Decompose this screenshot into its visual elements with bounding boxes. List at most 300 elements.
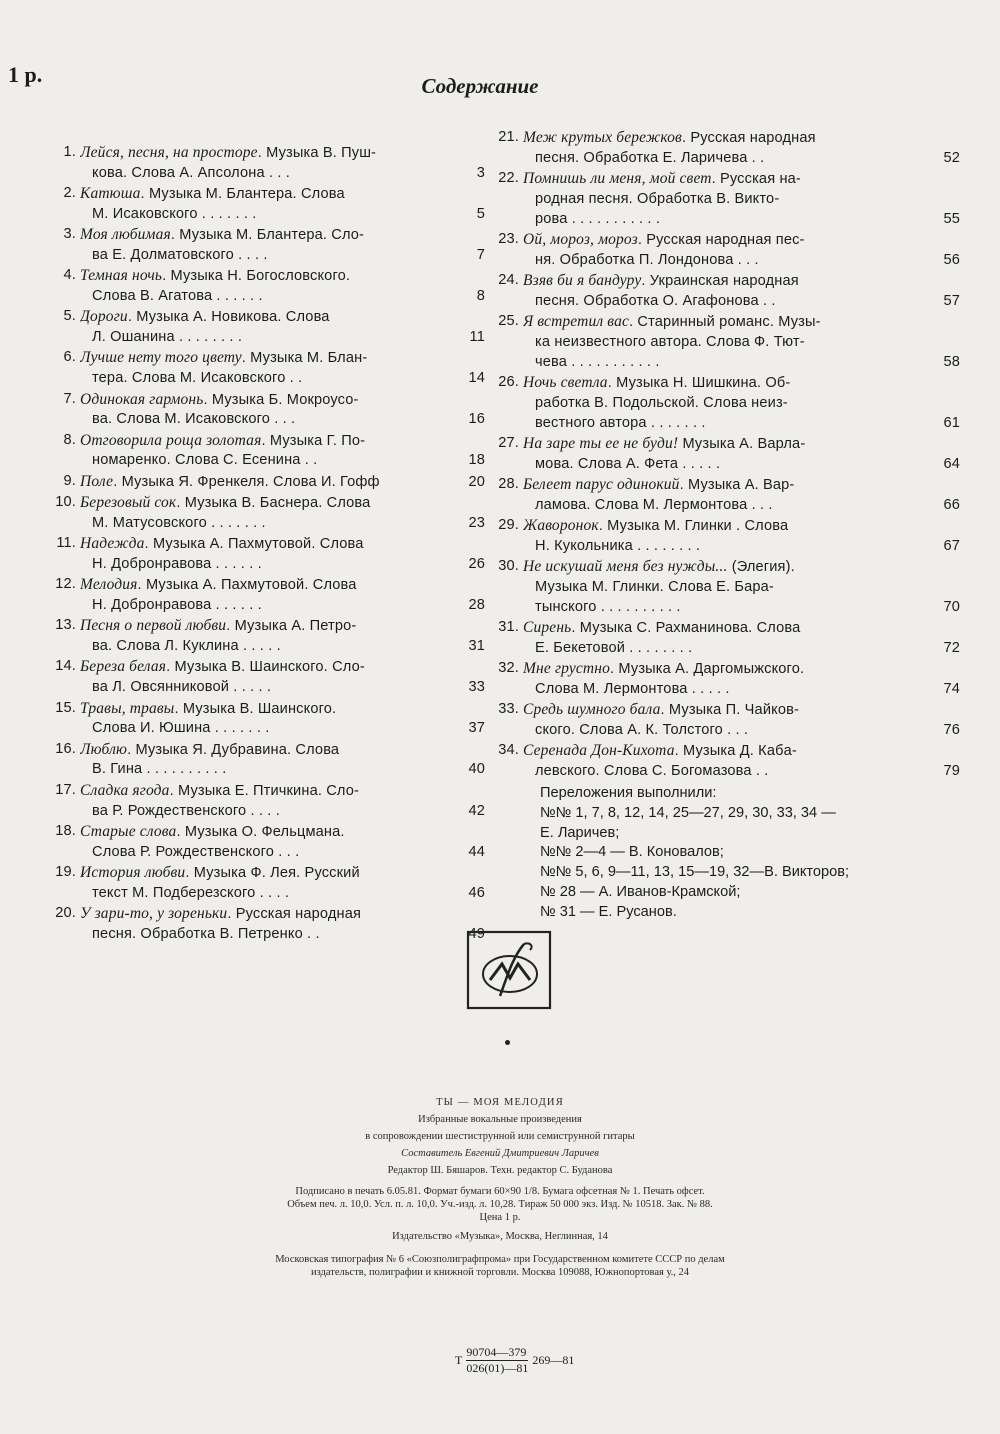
contents-entry xyxy=(488,230,960,271)
entry-number: 11. xyxy=(56,535,76,552)
entry-line xyxy=(80,328,433,348)
entry-text xyxy=(80,307,433,348)
contents-left-column xyxy=(30,143,485,945)
entry-credits: кова. Слова А. Апсолона . . . xyxy=(92,164,290,181)
entry-text xyxy=(523,516,908,557)
entry-text xyxy=(80,472,433,493)
entry-credits: . Музыка С. Рахманинова. Слова xyxy=(571,620,801,637)
entry-page-number: 40 xyxy=(468,761,485,778)
entry-page-number: 52 xyxy=(943,149,960,166)
entry-number: 19. xyxy=(55,863,76,880)
entry-credits: номаренко. Слова С. Есенина . . xyxy=(92,452,318,469)
print-info-1: Подписано в печать 6.05.81. Формат бумаги 60×90 1/8. Бумага офсетная № 1. Печать офсет. xyxy=(295,1186,705,1197)
entry-credits: песня. Обработка В. Петренко . . xyxy=(92,925,320,942)
entry-page-number: 23 xyxy=(468,514,485,531)
entry-number: 21. xyxy=(498,129,519,145)
entry-credits: (Элегия). xyxy=(727,559,795,576)
entry-number: 22. xyxy=(498,170,519,187)
entry-line xyxy=(80,431,433,452)
song-title: Мелодия xyxy=(80,576,138,594)
entry-credits: В. Гина . . . . . . . . . . xyxy=(92,761,227,778)
entry-credits: текст М. Подберезского . . . . xyxy=(92,884,290,901)
entry-line xyxy=(80,781,433,802)
entry-line xyxy=(80,348,433,369)
catalog-code xyxy=(455,1345,574,1376)
entry-page-number: 72 xyxy=(943,639,960,656)
entry-line xyxy=(523,292,908,312)
contents-entry xyxy=(30,307,485,348)
printer-line-1: Московская типография № 6 «Союзполиграфпрома» при Государственном комитете СССР по делам xyxy=(275,1254,725,1265)
entry-number: 1. xyxy=(63,144,76,160)
contents-entry xyxy=(488,618,960,659)
entry-page-number: 67 xyxy=(943,537,960,554)
entry-text xyxy=(523,741,908,782)
code-fraction xyxy=(466,1345,528,1376)
entry-credits: . Музыка Е. Птичкина. Сло- xyxy=(169,782,360,799)
editors-line: Редактор Ш. Бяшаров. Техн. редактор С. Буданова xyxy=(387,1165,613,1176)
entry-credits: . Музыка А. Петро- xyxy=(226,618,357,635)
song-title: Старые слова xyxy=(80,822,177,840)
entry-line xyxy=(80,843,433,863)
contents-entry xyxy=(30,493,485,534)
entry-credits: Слова В. Агатова . . . . . . xyxy=(92,288,263,305)
entry-credits: . Музыка М. Глинки . Слова xyxy=(598,518,789,535)
entry-credits: . Музыка М. Блантера. Сло- xyxy=(170,227,365,244)
entry-number: 28. xyxy=(498,476,519,493)
entry-page-number: 5 xyxy=(476,205,485,222)
entry-page-number: 55 xyxy=(943,210,960,227)
entry-page-number: 28 xyxy=(468,597,485,614)
entry-text xyxy=(80,740,433,781)
printer-line-2: издательств, полиграфии и книжной торговли. Москва 109088, Южнопортовая у., 24 xyxy=(310,1267,690,1278)
entry-credits: . Музыка А. Вар- xyxy=(679,477,795,494)
entry-text xyxy=(80,348,433,389)
entry-credits: . Украинская народная xyxy=(641,273,799,290)
entry-number: 23. xyxy=(498,230,519,247)
entry-line xyxy=(523,394,908,414)
entry-credits: ва. Слова М. Исаковского . . . xyxy=(92,411,296,428)
song-title: Помнишь ли меня, мой свет xyxy=(523,170,712,188)
entry-line xyxy=(80,863,433,884)
arranger-line: Е. Ларичев; xyxy=(540,824,620,841)
entry-number: 9. xyxy=(63,472,76,489)
entry-credits: Музыка А. Варла- xyxy=(678,435,806,452)
colophon xyxy=(0,1097,1000,1284)
entry-text xyxy=(523,618,908,659)
entry-line xyxy=(523,475,908,496)
song-title: Моя любимая xyxy=(80,226,171,244)
entry-number: 15. xyxy=(55,699,76,716)
entry-text xyxy=(80,143,433,184)
entry-line xyxy=(523,312,908,333)
entry-number: 10. xyxy=(55,494,76,511)
entry-number: 2. xyxy=(63,185,76,202)
entry-page-number: 33 xyxy=(468,679,485,696)
entry-line xyxy=(80,390,433,411)
entry-line xyxy=(80,740,433,761)
entry-line xyxy=(523,128,908,149)
entry-line xyxy=(523,557,908,578)
code-denominator: 026(01)—81 xyxy=(466,1361,529,1375)
contents-entry xyxy=(30,657,485,698)
entry-line xyxy=(80,555,433,575)
entry-credits: . Музыка В. Шаинского. xyxy=(174,700,337,717)
entry-line xyxy=(523,762,908,782)
song-title: Катюша xyxy=(80,185,141,203)
entry-line xyxy=(523,680,908,700)
entry-text xyxy=(80,904,433,945)
accompaniment-note: в сопровождении шестиструнной или семиструнной гитары xyxy=(365,1131,635,1142)
contents-entry xyxy=(30,390,485,431)
song-title: Береза белая xyxy=(80,658,167,676)
contents-entry xyxy=(488,434,960,475)
entry-line xyxy=(80,884,433,904)
entry-number: 32. xyxy=(498,660,519,677)
entry-line xyxy=(80,575,433,596)
entry-credits: родная песня. Обработка В. Викто- xyxy=(535,190,780,207)
entry-text xyxy=(523,557,908,617)
entry-page-number: 61 xyxy=(943,414,960,431)
entry-line xyxy=(523,169,908,190)
entry-credits: Слова И. Юшина . . . . . . . xyxy=(92,720,270,737)
song-title: Жаворонок xyxy=(523,517,599,535)
entry-credits: мова. Слова А. Фета . . . . . xyxy=(535,455,721,472)
entry-line xyxy=(80,616,433,637)
compiler-line: Составитель Евгений Дмитриевич Ларичев xyxy=(401,1148,599,1159)
entry-number: 34. xyxy=(498,742,519,759)
entry-text xyxy=(523,169,908,229)
entry-page-number: 31 xyxy=(468,638,485,655)
contents-entry xyxy=(488,169,960,229)
entry-text xyxy=(523,128,908,169)
song-title: Отговорила роща золотая xyxy=(80,431,262,449)
entry-text xyxy=(80,616,433,657)
entry-number: 24. xyxy=(498,272,519,289)
entry-line xyxy=(80,143,433,164)
arranger-line: № 31 — Е. Русанов. xyxy=(540,903,677,920)
entry-number: 4. xyxy=(63,267,76,284)
contents-entry xyxy=(30,266,485,307)
entry-page-number: 79 xyxy=(943,763,960,780)
entry-line xyxy=(80,699,433,720)
entry-credits: М. Матусовского . . . . . . . xyxy=(92,514,266,531)
entry-number: 7. xyxy=(63,390,76,407)
entry-credits: ва Р. Рождественского . . . . xyxy=(92,802,280,819)
entry-line xyxy=(523,373,908,394)
entry-credits: Н. Добронравова . . . . . . xyxy=(92,597,262,614)
song-title: Одинокая гармонь xyxy=(80,390,204,408)
song-title: Взяв би я бандуру xyxy=(523,272,642,290)
arranger-line: №№ 2—4 — В. Коновалов; xyxy=(540,844,724,861)
contents-entry xyxy=(30,616,485,657)
song-title: Мне грустно xyxy=(523,660,610,678)
entry-number: 18. xyxy=(55,822,76,839)
song-title: Сирень xyxy=(523,619,572,637)
song-title: Меж крутых бережков xyxy=(523,129,682,146)
contents-right-column xyxy=(488,128,960,923)
entry-line xyxy=(523,434,908,455)
entry-credits: Н. Кукольника . . . . . . . . xyxy=(535,537,701,554)
entry-line xyxy=(80,657,433,678)
entry-credits: . Музыка В. Пуш- xyxy=(257,145,377,161)
contents-entry xyxy=(488,659,960,700)
song-title: Я встретил вас xyxy=(523,313,630,331)
entry-page-number: 58 xyxy=(943,353,960,370)
entry-page-number: 64 xyxy=(943,455,960,472)
right-entries-list xyxy=(488,128,960,782)
entry-credits: Е. Бекетовой . . . . . . . . xyxy=(535,639,693,656)
entry-credits: . Русская народная xyxy=(227,905,362,922)
entry-number: 20. xyxy=(55,904,76,921)
entry-line xyxy=(80,802,433,822)
entry-credits: . Музыка Я. Дубравина. Слова xyxy=(127,741,340,758)
entry-page-number: 66 xyxy=(943,496,960,513)
song-title: История любви xyxy=(80,863,186,881)
entry-number: 5. xyxy=(63,308,76,325)
entry-text xyxy=(80,699,433,740)
entry-text xyxy=(80,493,433,534)
entry-credits: Л. Ошанина . . . . . . . . xyxy=(92,329,243,346)
entry-line xyxy=(80,514,433,534)
entry-number: 16. xyxy=(55,740,76,757)
song-title: Люблю xyxy=(80,740,128,758)
entry-credits: ва Е. Долматовского . . . . xyxy=(92,246,268,263)
entry-number: 12. xyxy=(55,576,76,593)
contents-entry xyxy=(488,312,960,372)
entry-credits: . Музыка А. Даргомыжского. xyxy=(610,661,805,678)
entry-line xyxy=(80,164,433,184)
contents-entry xyxy=(488,271,960,312)
entry-page-number: 49 xyxy=(468,925,485,942)
song-title: Травы, травы xyxy=(80,699,175,717)
entry-number: 30. xyxy=(498,558,519,575)
contents-entry xyxy=(30,534,485,575)
entry-page-number: 56 xyxy=(943,251,960,268)
entry-number: 13. xyxy=(55,617,76,634)
entry-line xyxy=(523,741,908,762)
entry-credits: М. Исаковского . . . . . . . xyxy=(92,205,257,222)
entry-page-number: 3 xyxy=(476,164,485,181)
entry-credits: . Музыка Б. Мокроусо- xyxy=(203,391,359,408)
entry-text xyxy=(80,225,433,266)
entry-text xyxy=(523,373,908,433)
entry-line xyxy=(80,472,433,493)
entry-page-number: 18 xyxy=(468,452,485,469)
entry-text xyxy=(523,271,908,312)
entry-page-number: 46 xyxy=(468,884,485,901)
entry-credits: левского. Слова С. Богомазова . . xyxy=(535,763,769,780)
entry-number: 14. xyxy=(55,658,76,675)
entry-credits: . Музыка Н. Богословского. xyxy=(162,268,351,285)
entry-credits: . Музыка Д. Кабa- xyxy=(674,743,797,760)
entry-number: 29. xyxy=(498,517,519,534)
song-title: Березовый сок xyxy=(80,494,177,512)
song-title: Белеет парус одинокий xyxy=(523,476,680,494)
entry-credits: Н. Добронравова . . . . . . xyxy=(92,555,262,572)
entry-line xyxy=(80,822,433,843)
song-title: Поле xyxy=(80,472,114,490)
entry-line xyxy=(523,190,908,210)
entry-text xyxy=(523,659,908,700)
entry-page-number: 70 xyxy=(943,598,960,615)
entry-credits: Музыка М. Глинки. Слова Е. Бара- xyxy=(535,579,774,596)
song-title: У зари-то, у зореньки xyxy=(80,904,228,922)
entry-credits: . Музыка Я. Френкеля. Слова И. Гофф xyxy=(113,473,380,490)
entry-number: 31. xyxy=(498,619,519,636)
entry-line xyxy=(523,639,908,659)
entry-line xyxy=(80,225,433,246)
entry-text xyxy=(523,700,908,741)
entry-credits: . Музыка В. Баснера. Слова xyxy=(176,495,371,512)
entry-line xyxy=(523,333,908,353)
entry-credits: . Музыка А. Новикова. Слова xyxy=(127,309,330,326)
entry-credits: Слова Р. Рождественского . . . xyxy=(92,843,300,860)
entry-text xyxy=(523,434,908,475)
entry-credits: чева . . . . . . . . . . . xyxy=(535,353,660,370)
entry-text xyxy=(80,431,433,472)
entry-line xyxy=(523,455,908,475)
entry-credits: работка В. Подольской. Слова неиз- xyxy=(535,394,788,411)
entry-credits: тынского . . . . . . . . . . xyxy=(535,598,681,615)
entry-credits: вестного автора . . . . . . . xyxy=(535,414,706,431)
entry-line xyxy=(523,516,908,537)
contents-entry xyxy=(30,184,485,225)
entry-line xyxy=(80,925,433,945)
entry-credits: . Музыка М. Блантера. Слова xyxy=(140,186,345,203)
entry-line xyxy=(80,246,433,266)
muzyka-publisher-logo-icon xyxy=(466,930,552,1010)
song-title: Не искушай меня без нужды... xyxy=(523,558,728,576)
contents-entry xyxy=(488,557,960,617)
entry-line xyxy=(80,719,433,739)
entry-number: 17. xyxy=(55,781,76,798)
entry-text xyxy=(80,184,433,225)
entry-credits: ва. Слова Л. Куклина . . . . . xyxy=(92,638,281,655)
entry-credits: песня. Обработка О. Агафонова . . xyxy=(535,292,776,309)
entry-line xyxy=(80,596,433,616)
song-title: Ой, мороз, мороз xyxy=(523,230,638,248)
song-title: Лучше нету того цвету xyxy=(80,349,242,367)
entry-number: 26. xyxy=(498,374,519,391)
entry-number: 3. xyxy=(63,226,76,243)
entry-number: 6. xyxy=(63,349,76,366)
entry-credits: песня. Обработка Е. Ларичева . . xyxy=(535,149,765,166)
entry-text xyxy=(523,230,908,271)
entry-page-number: 74 xyxy=(943,681,960,698)
entry-line xyxy=(80,205,433,225)
entry-text xyxy=(80,822,433,863)
entry-line xyxy=(523,721,908,741)
entry-credits: ламова. Слова М. Лермонтова . . . xyxy=(535,496,773,513)
entry-text xyxy=(523,475,908,516)
song-title: Средь шумного бала xyxy=(523,701,661,719)
entry-credits: . Русская на- xyxy=(711,171,801,188)
entry-credits: . Музыка П. Чайков- xyxy=(660,702,800,719)
contents-entry xyxy=(488,741,960,782)
contents-entry xyxy=(30,575,485,616)
entry-credits: . Музыка А. Пахмутовой. Слова xyxy=(144,536,364,553)
song-title: На заре ты ее не буди! xyxy=(523,434,679,452)
song-title: Дороги xyxy=(80,308,128,326)
entry-credits: . Русская народная пес- xyxy=(637,231,805,248)
entry-line xyxy=(80,287,433,307)
publisher-line: Издательство «Музыка», Москва, Неглинная, 14 xyxy=(392,1231,608,1242)
entry-text xyxy=(80,534,433,575)
code-numerator: 90704—379 xyxy=(466,1345,527,1359)
contents-entry xyxy=(30,348,485,389)
entry-credits: . Старинный романс. Музы- xyxy=(629,314,821,331)
entry-page-number: 20 xyxy=(468,473,485,490)
entry-line xyxy=(523,149,908,169)
entry-line xyxy=(523,414,908,434)
entry-line xyxy=(80,184,433,205)
entry-page-number: 16 xyxy=(468,411,485,428)
entry-line xyxy=(80,534,433,555)
entry-text xyxy=(80,266,433,307)
entry-page-number: 11 xyxy=(469,329,485,346)
print-info-2: Объем печ. л. 10,0. Усл. п. л. 10,0. Уч.-изд. л. 10,28. Тираж 50 000 экз. Изд. № 10518. Зак. № 88. xyxy=(287,1199,713,1210)
entry-credits: . Музыка Н. Шишкина. Об- xyxy=(607,375,791,392)
contents-entry xyxy=(30,472,485,493)
code-prefix: Т xyxy=(455,1353,463,1367)
entry-page-number: 26 xyxy=(468,555,485,572)
song-title: Лейся, песня, на просторе xyxy=(80,144,258,161)
entry-line xyxy=(523,659,908,680)
entry-line xyxy=(523,496,908,516)
contents-entry xyxy=(30,863,485,904)
entry-credits: рова . . . . . . . . . . . xyxy=(535,210,661,227)
entry-page-number: 37 xyxy=(468,720,485,737)
arrangers-block xyxy=(540,784,960,923)
song-title: Темная ночь xyxy=(80,267,163,285)
contents-entry xyxy=(488,373,960,433)
contents-entry xyxy=(488,475,960,516)
contents-entry xyxy=(30,781,485,822)
entry-line xyxy=(523,353,908,373)
entry-page-number: 44 xyxy=(468,843,485,860)
price-label: 1 р. xyxy=(8,62,43,87)
entry-text xyxy=(80,863,433,904)
entry-line xyxy=(523,230,908,251)
entry-credits: ского. Слова А. К. Толстого . . . xyxy=(535,722,749,739)
contents-entry xyxy=(30,904,485,945)
entry-line xyxy=(80,369,433,389)
entry-line xyxy=(523,251,908,271)
entry-line xyxy=(80,904,433,925)
entry-credits: тера. Слова М. Исаковского . . xyxy=(92,370,303,387)
entry-credits: . Музыка А. Пахмутовой. Слова xyxy=(137,577,357,594)
entry-line xyxy=(80,451,433,471)
contents-entry xyxy=(30,822,485,863)
entry-line xyxy=(523,210,908,230)
arranger-line: №№ 1, 7, 8, 12, 14, 25—27, 29, 30, 33, 34 — xyxy=(540,804,836,821)
entry-page-number: 76 xyxy=(943,722,960,739)
contents-entry xyxy=(30,740,485,781)
book-title: ТЫ — МОЯ МЕЛОДИЯ xyxy=(436,1097,564,1108)
entry-credits: . Музыка Г. По- xyxy=(261,432,366,449)
arrangers-heading: Переложения выполнили: xyxy=(540,785,717,801)
entry-line xyxy=(523,578,908,598)
contents-entry xyxy=(30,225,485,266)
entry-credits: ва Л. Овсянниковой . . . . . xyxy=(92,679,272,696)
song-title: Сладка ягода xyxy=(80,781,170,799)
ink-dot xyxy=(505,1040,510,1045)
entry-line xyxy=(523,598,908,618)
contents-entry xyxy=(30,143,485,184)
code-suffix: 269—81 xyxy=(532,1353,575,1367)
entry-credits: . Музыка М. Блан- xyxy=(241,350,368,367)
entry-credits: . Русская народная xyxy=(681,130,816,146)
